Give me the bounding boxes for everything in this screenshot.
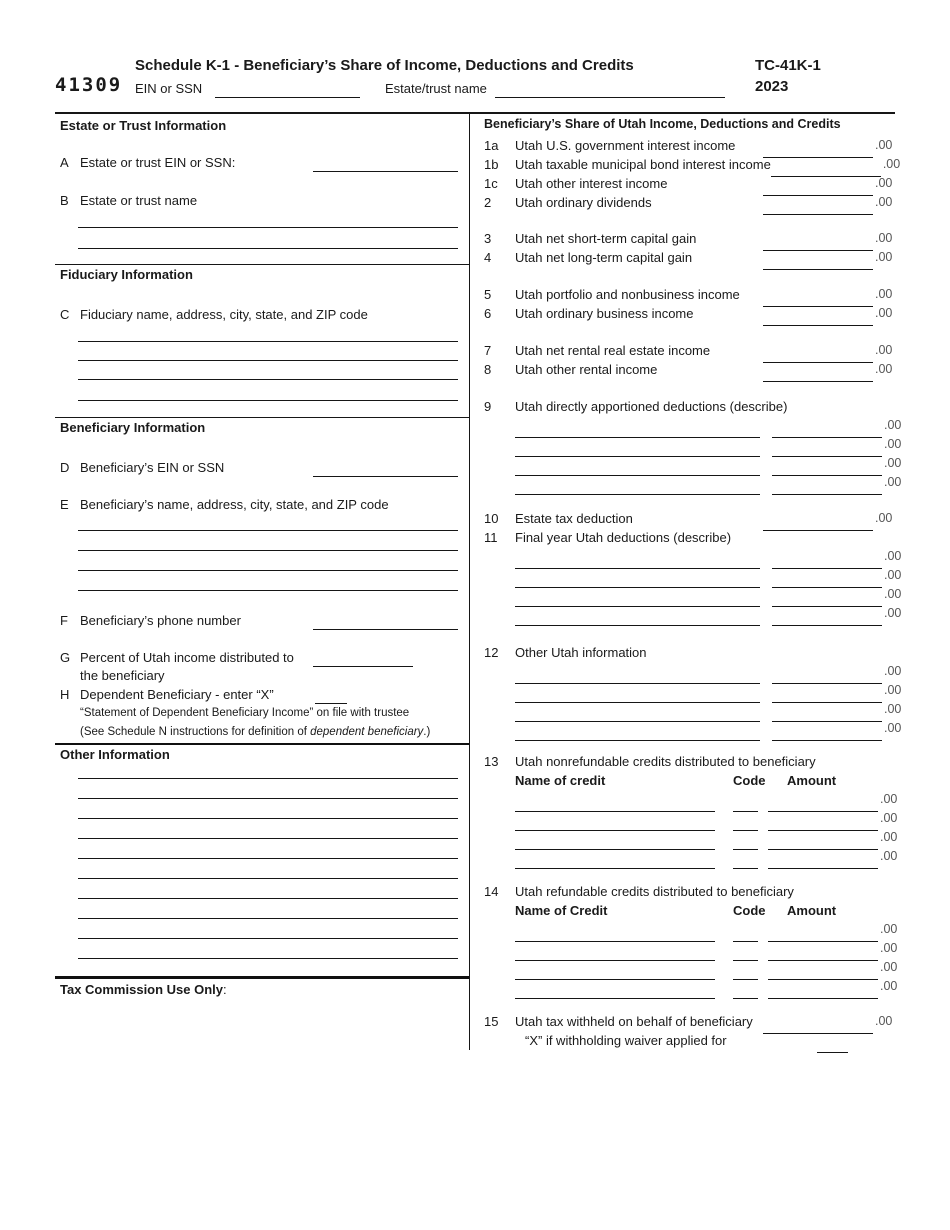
- amount-input[interactable]: [772, 683, 882, 684]
- line-label: Estate tax deduction: [515, 511, 633, 526]
- description-input[interactable]: [515, 740, 760, 741]
- cents-suffix: .00: [884, 418, 902, 432]
- left-column: [55, 113, 469, 998]
- amount-input[interactable]: [772, 494, 882, 495]
- amount-input[interactable]: [763, 362, 873, 363]
- credit-name-header: Name of Credit: [515, 903, 608, 918]
- cents-suffix: .00: [875, 306, 893, 320]
- other-information-input[interactable]: [78, 819, 458, 839]
- other-information-input[interactable]: [78, 779, 458, 799]
- cents-suffix: .00: [884, 683, 902, 697]
- credit-row: [515, 920, 898, 939]
- line-item-15: [482, 1012, 895, 1031]
- other-information-input[interactable]: [78, 839, 458, 859]
- item-label: Dependent Beneficiary - enter “X”: [80, 687, 274, 702]
- beneficiary-address-input[interactable]: [78, 551, 458, 571]
- other-information-input[interactable]: [78, 879, 458, 899]
- cents-suffix: .00: [884, 475, 902, 489]
- line-number: 10: [484, 511, 499, 526]
- cents-suffix: .00: [880, 830, 898, 844]
- item-letter: B: [60, 193, 69, 208]
- line-label: Utah nonrefundable credits distributed to beneficiary: [515, 754, 816, 769]
- line-item-14: [482, 882, 895, 901]
- description-input[interactable]: [515, 494, 760, 495]
- line-number: 3: [484, 231, 492, 246]
- section-title: Other Information: [60, 747, 170, 762]
- credit-name-header: Name of credit: [515, 773, 606, 788]
- other-information-input[interactable]: [78, 763, 458, 779]
- credit-code-input[interactable]: [733, 979, 758, 980]
- amount-input[interactable]: [763, 306, 873, 307]
- cents-suffix: .00: [875, 231, 893, 245]
- line-number: 1b: [484, 157, 499, 172]
- amount-input[interactable]: [763, 157, 873, 158]
- fiduciary-address-input[interactable]: [78, 342, 458, 361]
- credit-name-input[interactable]: [515, 979, 715, 980]
- cents-suffix: .00: [880, 922, 898, 936]
- amount-input[interactable]: [772, 587, 882, 588]
- cents-suffix: .00: [875, 287, 893, 301]
- credit-table-header: [515, 771, 895, 790]
- description-input[interactable]: [515, 587, 760, 588]
- amount-input[interactable]: [768, 941, 878, 942]
- item-label: Fiduciary name, address, city, state, and ZIP code: [80, 307, 368, 322]
- line-number: 2: [484, 195, 492, 210]
- credit-code-header: Code: [733, 903, 766, 918]
- withholding-waiver-x-input[interactable]: [817, 1052, 848, 1053]
- section-title-colon: :: [223, 982, 227, 997]
- amount-input[interactable]: [763, 214, 873, 215]
- amount-input[interactable]: [772, 475, 882, 476]
- beneficiary-address-input[interactable]: [78, 531, 458, 551]
- section-tax-commission: [55, 976, 469, 998]
- cents-suffix: .00: [882, 157, 901, 171]
- item-letter: G: [60, 650, 71, 665]
- line-label: Utah U.S. government interest income: [515, 138, 736, 153]
- credit-name-input[interactable]: [515, 941, 715, 942]
- cents-suffix: .00: [880, 979, 898, 993]
- section-title: Estate or Trust Information: [60, 118, 227, 133]
- credit-row: [515, 790, 898, 809]
- credit-code-header: Code: [733, 773, 766, 788]
- amount-input[interactable]: [772, 702, 882, 703]
- line-label: Utah directly apportioned deductions (describe): [515, 399, 788, 414]
- line-label: Final year Utah deductions (describe): [515, 530, 732, 545]
- describe-row: [515, 662, 902, 681]
- beneficiary-phone-input[interactable]: [313, 629, 458, 630]
- line-item-12: [482, 643, 895, 662]
- line-label: Utah refundable credits distributed to beneficiary: [515, 884, 794, 899]
- credit-code-input[interactable]: [733, 998, 758, 999]
- credit-code-input[interactable]: [733, 941, 758, 942]
- other-information-input[interactable]: [78, 939, 458, 959]
- item-label: Beneficiary’s name, address, city, state, and ZIP code: [80, 497, 389, 512]
- amount-input[interactable]: [763, 325, 873, 326]
- credit-code-input[interactable]: [733, 830, 758, 831]
- amount-input[interactable]: [763, 1033, 873, 1034]
- line-item-10: [482, 509, 895, 528]
- line-label: Utah net rental real estate income: [515, 343, 711, 358]
- amount-input[interactable]: [772, 568, 882, 569]
- line-number: 1c: [484, 176, 498, 191]
- amount-input[interactable]: [763, 269, 873, 270]
- section-title: Tax Commission Use Only: [60, 982, 224, 997]
- line-number: 8: [484, 362, 492, 377]
- credit-amount-header: Amount: [787, 903, 837, 918]
- line-number: 4: [484, 250, 492, 265]
- amount-input[interactable]: [772, 625, 882, 626]
- cents-suffix: .00: [880, 960, 898, 974]
- form-code: TC-41K-1: [755, 57, 821, 74]
- description-input[interactable]: [515, 683, 760, 684]
- line-label: Utah ordinary dividends: [515, 195, 652, 210]
- cents-suffix: .00: [884, 568, 902, 582]
- item-c-row: [55, 305, 469, 324]
- cents-suffix: .00: [880, 792, 898, 806]
- item-label: Beneficiary’s phone number: [80, 613, 241, 628]
- line-number: 7: [484, 343, 492, 358]
- line-number: 5: [484, 287, 492, 302]
- item-label: Percent of Utah income distributed to: [80, 650, 294, 665]
- item-h-note1: “Statement of Dependent Beneficiary Income” on file with trustee: [80, 707, 410, 719]
- credit-name-input[interactable]: [515, 849, 715, 850]
- right-column: [482, 113, 902, 1050]
- item-g-row: [55, 648, 413, 667]
- waiver-label: “X” if withholding waiver applied for: [525, 1033, 727, 1048]
- line-number: 12: [484, 645, 499, 660]
- estate-name-input[interactable]: [78, 228, 458, 249]
- cents-suffix: .00: [884, 664, 902, 678]
- description-input[interactable]: [515, 702, 760, 703]
- section-beneficiary-info: [55, 417, 469, 436]
- credit-name-input[interactable]: [515, 811, 715, 812]
- description-input[interactable]: [515, 721, 760, 722]
- line-item-7: [482, 341, 895, 360]
- line-item-11: [482, 528, 895, 547]
- item-label: Estate or trust EIN or SSN:: [80, 155, 236, 170]
- percent-distributed-input[interactable]: [313, 666, 413, 667]
- cents-suffix: .00: [875, 250, 893, 264]
- amount-input[interactable]: [768, 849, 878, 850]
- amount-input[interactable]: [763, 195, 873, 196]
- cents-suffix: .00: [875, 176, 893, 190]
- fiduciary-address-input[interactable]: [78, 324, 458, 342]
- amount-input[interactable]: [763, 381, 873, 382]
- line-number: 9: [484, 399, 492, 414]
- section-other-info: [55, 743, 469, 763]
- item-letter: H: [60, 687, 70, 702]
- item-label: Estate or trust name: [80, 193, 198, 208]
- amount-input[interactable]: [763, 250, 873, 251]
- section-title: Beneficiary Information: [60, 420, 206, 435]
- credit-table-header: [515, 901, 895, 920]
- line-label: Utah other rental income: [515, 362, 658, 377]
- cents-suffix: .00: [884, 721, 902, 735]
- section-fiduciary-info: [55, 264, 469, 283]
- beneficiary-address-input[interactable]: [78, 514, 458, 531]
- line-number: 13: [484, 754, 499, 769]
- line-number: 15: [484, 1014, 499, 1029]
- describe-row: [515, 547, 902, 566]
- beneficiary-address-input[interactable]: [78, 571, 458, 591]
- item-f-row: [55, 611, 458, 630]
- line-label: Utah net long-term capital gain: [515, 250, 693, 265]
- cents-suffix: .00: [880, 849, 898, 863]
- item-a-row: [55, 153, 458, 172]
- line-label: Utah taxable municipal bond interest income: [515, 157, 771, 172]
- line-label: Utah ordinary business income: [515, 306, 694, 321]
- amount-input[interactable]: [768, 811, 878, 812]
- description-input[interactable]: [515, 606, 760, 607]
- describe-row: [515, 416, 902, 435]
- item-letter: C: [60, 307, 70, 322]
- form-title: Schedule K-1 - Beneficiary’s Share of Income, Deductions and Credits: [135, 57, 634, 74]
- description-input[interactable]: [515, 625, 760, 626]
- other-information-input[interactable]: [78, 919, 458, 939]
- fiduciary-address-input[interactable]: [78, 361, 458, 380]
- cents-suffix: .00: [880, 941, 898, 955]
- amount-input[interactable]: [772, 721, 882, 722]
- cents-suffix: .00: [880, 811, 898, 825]
- amount-input[interactable]: [768, 979, 878, 980]
- item-letter: D: [60, 460, 70, 475]
- amount-input[interactable]: [772, 740, 882, 741]
- cents-suffix: .00: [884, 702, 902, 716]
- line-number: 11: [484, 530, 498, 545]
- credit-code-input[interactable]: [733, 960, 758, 961]
- credit-name-input[interactable]: [515, 868, 715, 869]
- cents-suffix: .00: [875, 343, 893, 357]
- fiduciary-address-input[interactable]: [78, 380, 458, 401]
- item-label: Beneficiary’s EIN or SSN: [80, 460, 225, 475]
- other-information-input[interactable]: [78, 859, 458, 879]
- line-number: 14: [484, 884, 499, 899]
- amount-input[interactable]: [768, 998, 878, 999]
- estate-trust-name-label: Estate/trust name: [385, 81, 487, 96]
- line-number: 6: [484, 306, 492, 321]
- line-label: Utah net short-term capital gain: [515, 231, 697, 246]
- line-item-5: [482, 285, 895, 304]
- amount-input[interactable]: [772, 456, 882, 457]
- credit-name-input[interactable]: [515, 960, 715, 961]
- cents-suffix: .00: [875, 138, 893, 152]
- item-letter: E: [60, 497, 69, 512]
- credit-amount-header: Amount: [787, 773, 837, 788]
- cents-suffix: .00: [884, 549, 902, 563]
- other-information-input[interactable]: [78, 799, 458, 819]
- amount-input[interactable]: [772, 437, 882, 438]
- description-input[interactable]: [515, 568, 760, 569]
- amount-input[interactable]: [768, 868, 878, 869]
- item-h-row: [55, 685, 347, 704]
- section-estate-trust-info: [55, 113, 469, 135]
- credit-code-input[interactable]: [733, 868, 758, 869]
- section-title: Fiduciary Information: [60, 267, 193, 282]
- amount-input[interactable]: [768, 830, 878, 831]
- cents-suffix: .00: [875, 362, 893, 376]
- line-item-3: [482, 229, 895, 248]
- cents-suffix: .00: [875, 195, 893, 209]
- section-beneficiary-share: Beneficiary’s Share of Utah Income, Deductions and Credits: [484, 117, 841, 131]
- ein-ssn-input[interactable]: [215, 97, 360, 98]
- item-d-row: [55, 458, 458, 477]
- column-divider: [469, 112, 470, 1050]
- form-year: 2023: [755, 78, 789, 95]
- credit-code-input[interactable]: [733, 811, 758, 812]
- line-number: 1a: [484, 138, 499, 153]
- amount-input[interactable]: [771, 176, 881, 177]
- line-label: Utah tax withheld on behalf of beneficiary: [515, 1014, 753, 1029]
- item-e-row: [55, 495, 469, 514]
- credit-name-input[interactable]: [515, 830, 715, 831]
- line-item-13: [482, 752, 895, 771]
- description-input[interactable]: [515, 437, 760, 438]
- ein-ssn-label: EIN or SSN: [135, 81, 203, 96]
- other-information-input[interactable]: [78, 899, 458, 919]
- cents-suffix: .00: [884, 606, 902, 620]
- credit-name-input[interactable]: [515, 998, 715, 999]
- cents-suffix: .00: [875, 1014, 893, 1028]
- form-number: 41309: [55, 74, 123, 96]
- amount-input[interactable]: [772, 606, 882, 607]
- cents-suffix: .00: [884, 437, 902, 451]
- description-input[interactable]: [515, 456, 760, 457]
- line-item-1a: [482, 136, 895, 155]
- item-g-label-line2: the beneficiary: [80, 668, 165, 683]
- cents-suffix: .00: [884, 587, 902, 601]
- cents-suffix: .00: [875, 511, 893, 525]
- amount-input[interactable]: [768, 960, 878, 961]
- item-b-row: [55, 191, 469, 210]
- credit-code-input[interactable]: [733, 849, 758, 850]
- item-letter: A: [60, 155, 69, 170]
- beneficiary-ein-input[interactable]: [313, 476, 458, 477]
- item-h-note2: (See Schedule N instructions for definition of dependent beneficiary.): [80, 726, 431, 738]
- line-item-9: [482, 397, 895, 416]
- estate-name-input[interactable]: [78, 210, 458, 228]
- line-label: Utah portfolio and nonbusiness income: [515, 287, 740, 302]
- cents-suffix: .00: [884, 456, 902, 470]
- line-label: Utah other interest income: [515, 176, 668, 191]
- estate-ein-input[interactable]: [313, 171, 458, 172]
- description-input[interactable]: [515, 475, 760, 476]
- item-letter: F: [60, 613, 68, 628]
- line-label: Other Utah information: [515, 645, 647, 660]
- estate-trust-name-input[interactable]: [495, 97, 725, 98]
